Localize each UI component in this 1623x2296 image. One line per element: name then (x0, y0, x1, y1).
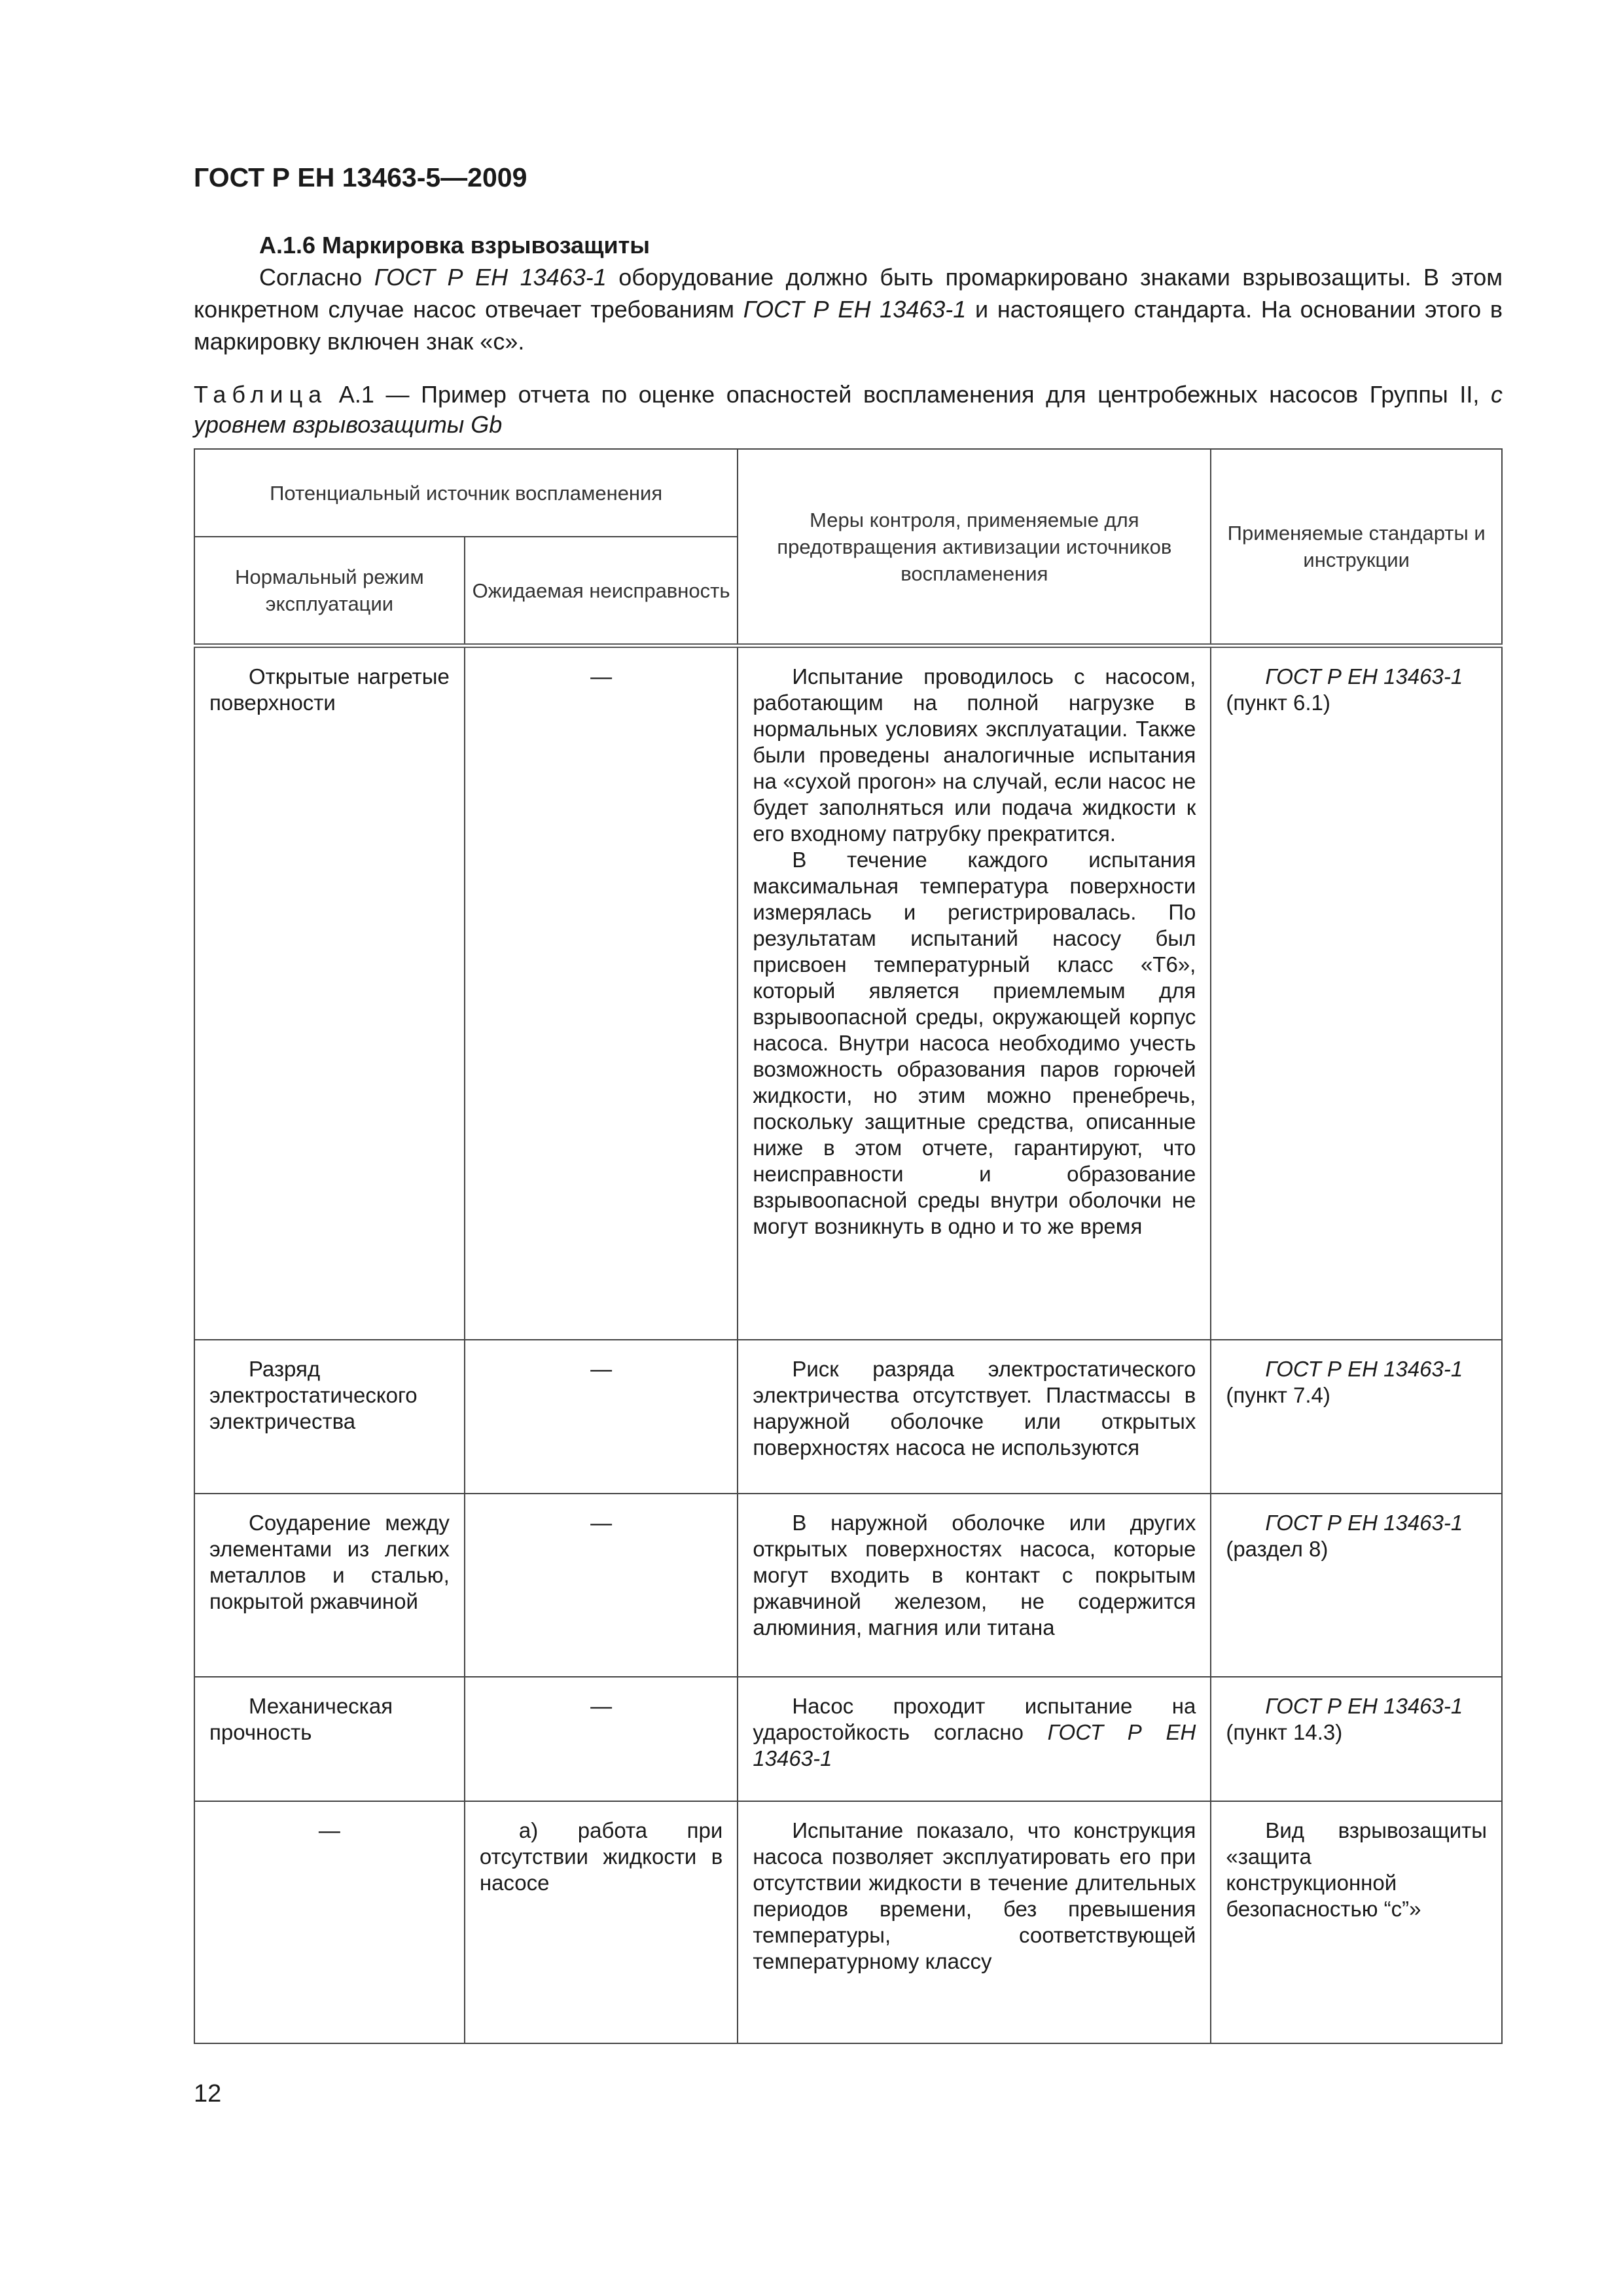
caption-label: Таблица (194, 381, 328, 408)
section-paragraph: Согласно ГОСТ Р ЕН 13463-1 оборудование должно быть промаркировано знаками взрывозащиты. В этом конкретном случае насос отвечает требованиям ГОСТ Р ЕН 13463-1 и настоящего стандарта. На основании этого в маркировку включен знак «с». (194, 264, 1503, 355)
cell-standard: ГОСТ Р ЕН 13463-1 (пункт 14.3) (1211, 1677, 1502, 1801)
document-header: ГОСТ Р ЕН 13463-5—2009 (194, 162, 527, 192)
standard-reference: ГОСТ Р ЕН 13463-1 (743, 296, 967, 323)
cell-fault: — (465, 1494, 738, 1677)
table-row (194, 1677, 1502, 1801)
section-title: А.1.6 Маркировка взрывозащиты (259, 232, 651, 259)
standard-reference: ГОСТ Р ЕН 13463-1 (753, 1719, 1196, 1770)
table-row (194, 1494, 1502, 1677)
cell-fault: а) работа при отсутствии жидкости в насосе (465, 1801, 738, 2043)
cell-measures: В наружной оболочке или других открытых поверхностях насоса, которые могут входить в контакт с покрытым ржавчиной железом, не содержится алюминия, магния или титана (738, 1494, 1211, 1677)
page-number: 12 (194, 2080, 222, 2108)
cell-normal: Разряд электростатического электричества (194, 1340, 465, 1494)
cell-standard: Вид взрывозащиты «защита конструкционной безопасностью “с”» (1211, 1801, 1502, 2043)
caption-text: А.1 — Пример отчета по оценке опасностей воспламенения для центробежных насосов Группы II, (327, 381, 1491, 408)
cell-measures: Насос проходит испытание на ударостойкость согласно ГОСТ Р ЕН 13463-1 (738, 1677, 1211, 1801)
table-caption (194, 380, 1503, 440)
table-row (194, 646, 1502, 1340)
cell-measures: Испытание показало, что конструкция насоса позволяет эксплуатировать его при отсутствии жидкости в течение длительных периодов времени, без превышения температуры, соответствующей температурному классу (738, 1801, 1211, 2043)
cell-fault: — (465, 1340, 738, 1494)
cell-fault: — (465, 1677, 738, 1801)
standard-reference: ГОСТ Р ЕН 13463-1 (374, 264, 607, 291)
cell-measures: Испытание проводилось с насосом, работающим на полной нагрузке в нормальных условиях эксплуатации. Также были проведены аналогичные испытания на «сухой прогон» на случай, если насос не будет заполняться или подача жидкости к его входному патрубку прекратится. В течение каждого испытания максимальная температура поверхности измерялась и регистрировалась. По результатам испытаний насосу был присвоен температурный класс «Т6», который является приемлемым для взрывоопасной среды, окружающей корпус насоса. Внутри насоса необходимо учесть возможность образования паров горючей жидкости, но этим можно пренебречь, поскольку защитные средства, описанные ниже в этом отчете, гарантируют, что неисправности и образование взрывоопасной среды внутри оболочки не могут возникнуть в одно и то же время (738, 646, 1211, 1340)
cell-standard: ГОСТ Р ЕН 13463-1 (раздел 8) (1211, 1494, 1502, 1677)
cell-measures: Риск разряда электростатического электричества отсутствует. Пластмассы в наружной оболочке или открытых поверхностях насоса не используются (738, 1340, 1211, 1494)
section-a-1-6 (194, 229, 1503, 357)
header-expected-fault: Ожидаемая неисправность (465, 537, 738, 646)
cell-normal: Открытые нагретые поверхности (194, 646, 465, 1340)
header-control-measures: Меры контроля, применяемые для предотвращения активизации источников воспламенения (738, 449, 1211, 646)
cell-standard: ГОСТ Р ЕН 13463-1 (пункт 7.4) (1211, 1340, 1502, 1494)
cell-normal: Соударение между элементами из легких металлов и сталью, покрытой ржавчиной (194, 1494, 465, 1677)
header-potential-source: Потенциальный источник воспламенения (194, 449, 738, 537)
cell-normal: Механическая прочность (194, 1677, 465, 1801)
cell-fault: — (465, 646, 738, 1340)
table-row (194, 1801, 1502, 2043)
ignition-hazard-table (194, 448, 1503, 2044)
cell-normal: — (194, 1801, 465, 2043)
header-standards: Применяемые стандарты и инструкции (1211, 449, 1502, 646)
table-row (194, 1340, 1502, 1494)
cell-standard: ГОСТ Р ЕН 13463-1 (пункт 6.1) (1211, 646, 1502, 1340)
header-normal-operation: Нормальный режим эксплуатации (194, 537, 465, 646)
caption-italic: с уровнем взрывозащиты Gb (194, 381, 1503, 438)
